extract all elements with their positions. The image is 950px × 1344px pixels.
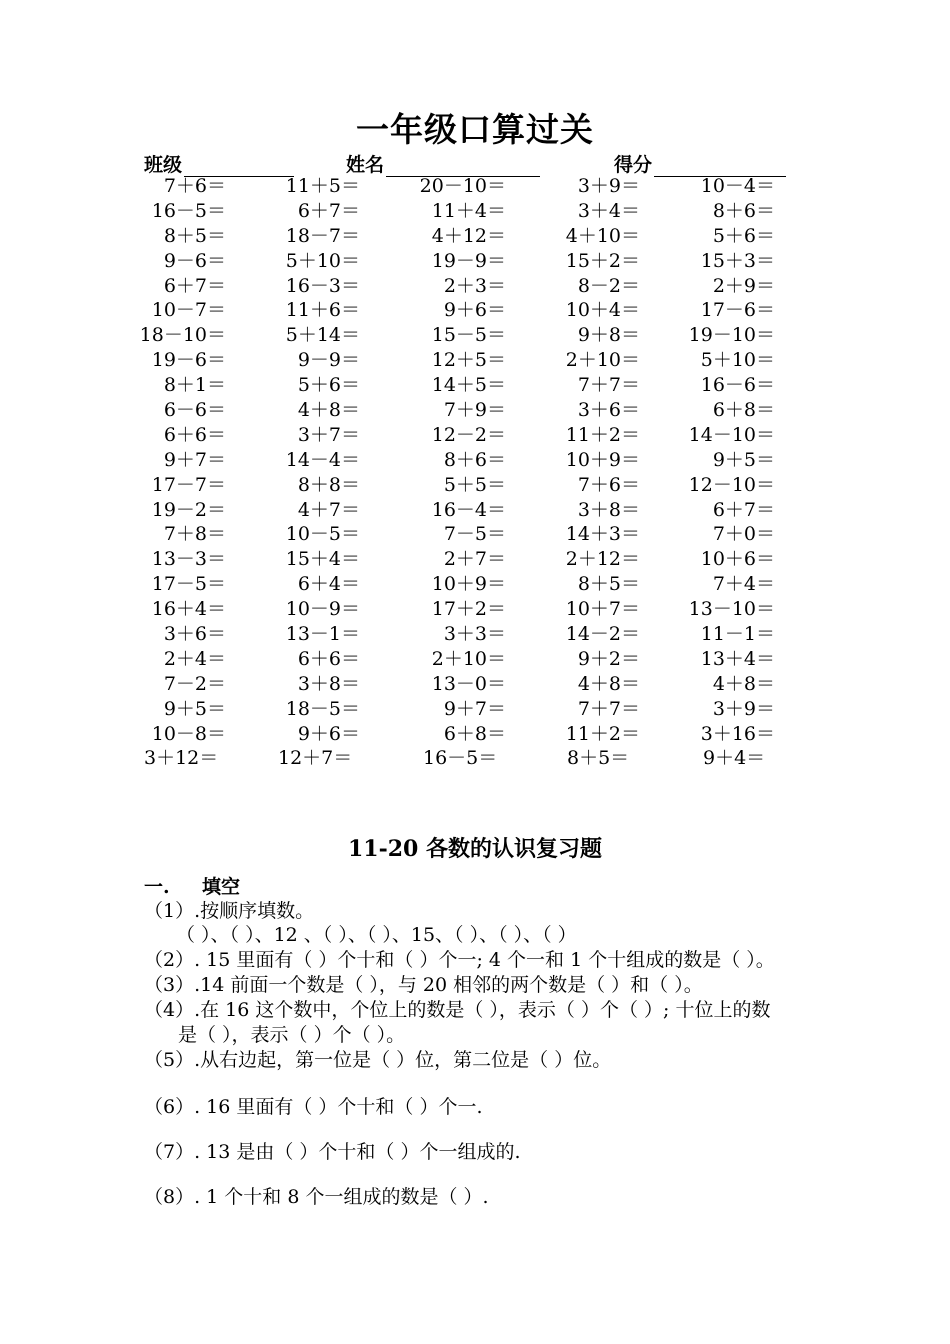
problem-cell: 13－10＝ (688, 598, 775, 621)
problem-cell: 8＋5＝ (577, 573, 640, 596)
problem-cell: 2＋3＝ (443, 274, 506, 297)
problem-cell: 7＋4＝ (712, 573, 775, 596)
problem-cell: 7－5＝ (443, 523, 506, 546)
problem-row (0, 398, 950, 423)
problem-cell: 17－6＝ (700, 299, 775, 322)
problem-cell: 10＋4＝ (565, 299, 640, 322)
problem-cell: 14＋5＝ (431, 374, 506, 397)
problem-cell: 10－9＝ (285, 598, 360, 621)
problem-row (0, 498, 950, 523)
problem-cell: 17－5＝ (151, 573, 226, 596)
problem-cell: 11＋6＝ (285, 299, 360, 322)
problem-cell: 3＋4＝ (577, 199, 640, 222)
problem-cell: 5＋6＝ (712, 224, 775, 247)
problem-row (0, 547, 950, 572)
problem-row (0, 448, 950, 473)
problem-cell: 13－1＝ (285, 623, 360, 646)
problem-row (0, 224, 950, 249)
problem-row (0, 174, 950, 199)
problem-cell: 20－10＝ (419, 175, 506, 197)
problem-cell: 9＋5＝ (712, 448, 775, 471)
heading-text: 填空 (202, 876, 241, 898)
score-field (614, 150, 786, 177)
problem-cell: 19－10＝ (688, 324, 775, 347)
problem-row (0, 323, 950, 348)
class-label: 班级 (144, 154, 183, 176)
problem-cell: 11－1＝ (700, 623, 775, 646)
problem-cell: 19－6＝ (151, 349, 226, 372)
arithmetic-grid (0, 174, 950, 771)
problem-cell: 8＋5＝ (163, 224, 226, 247)
problem-cell: 11＋4＝ (431, 199, 506, 222)
problem-cell: 3＋7＝ (297, 423, 360, 446)
problem-cell: 11＋2＝ (565, 722, 640, 745)
problem-cell: 11＋5＝ (285, 175, 360, 197)
problem-cell: 4＋7＝ (297, 498, 360, 521)
problem-cell: 17－7＝ (151, 473, 226, 496)
problem-cell: 2＋9＝ (712, 274, 775, 297)
problem-row (0, 199, 950, 224)
problem-cell: 14＋3＝ (565, 523, 640, 546)
problem-cell: 9＋7＝ (443, 697, 506, 720)
problem-cell: 13＋4＝ (700, 647, 775, 670)
problem-cell: 9＋4＝ (703, 747, 766, 770)
problem-cell: 10＋7＝ (565, 598, 640, 621)
problem-cell: 6＋7＝ (163, 274, 226, 297)
problem-cell: 5＋10＝ (285, 249, 360, 272)
problem-row (0, 697, 950, 722)
problem-cell: 12＋5＝ (431, 349, 506, 372)
problem-cell: 7－2＝ (163, 672, 226, 695)
problem-cell: 9－9＝ (297, 349, 360, 372)
name-label: 姓名 (346, 154, 385, 176)
problem-cell: 15＋2＝ (565, 249, 640, 272)
problem-cell: 10＋9＝ (565, 448, 640, 471)
problem-cell: 7＋8＝ (163, 523, 226, 546)
problem-cell: 12－2＝ (431, 423, 506, 446)
problem-cell: 7＋7＝ (577, 697, 640, 720)
problem-cell: 14－4＝ (285, 448, 360, 471)
problem-row (0, 672, 950, 697)
score-label: 得分 (614, 154, 653, 176)
problem-cell: 10－5＝ (285, 523, 360, 546)
problem-row (0, 298, 950, 323)
problem-cell: 7＋6＝ (577, 473, 640, 496)
problem-cell: 8＋6＝ (443, 448, 506, 471)
problem-cell: 9＋6＝ (297, 722, 360, 745)
problem-cell: 10＋6＝ (700, 548, 775, 571)
question-4: （4）.在 16 这个数中，个位上的数是（ ），表示（ ）个（ ）; 十位上的数 (144, 999, 771, 1021)
section-heading (144, 872, 240, 899)
problem-cell: 7＋9＝ (443, 399, 506, 422)
question-3: （3）.14 前面一个数是（ ），与 20 相邻的两个数是（ ）和（ ）。 (144, 974, 703, 996)
problem-cell: 10－7＝ (151, 299, 226, 322)
name-field (346, 150, 540, 177)
problem-cell: 3＋9＝ (577, 175, 640, 197)
problem-cell: 3＋8＝ (577, 498, 640, 521)
question-5: （5）.从右边起，第一位是（ ）位，第二位是（ ）位。 (144, 1049, 612, 1071)
problem-row (0, 722, 950, 747)
question-1: （1）.按顺序填数。 (144, 900, 315, 922)
question-1-sequence: （ ）、（ ）、12 、（ ）、（ ）、15、（ ）、（ ）、（ ） (176, 924, 577, 946)
problem-row (0, 473, 950, 498)
problem-cell: 4＋12＝ (431, 224, 506, 247)
problem-cell: 12＋7＝ (278, 747, 353, 770)
problem-row (0, 373, 950, 398)
problem-cell: 9＋6＝ (443, 299, 506, 322)
problem-cell: 16－3＝ (285, 274, 360, 297)
heading-number: 一. (144, 876, 170, 898)
problem-cell: 7＋6＝ (163, 175, 226, 197)
problem-cell: 9＋8＝ (577, 324, 640, 347)
problem-cell: 5＋14＝ (285, 324, 360, 347)
page-title: 一年级口算过关 (356, 110, 594, 149)
problem-cell: 4＋10＝ (565, 224, 640, 247)
problem-cell: 3＋3＝ (443, 623, 506, 646)
problem-row (0, 622, 950, 647)
problem-cell: 18－5＝ (285, 697, 360, 720)
problem-cell: 17＋2＝ (431, 598, 506, 621)
problem-row (0, 597, 950, 622)
problem-cell: 19－9＝ (431, 249, 506, 272)
problem-cell: 4＋8＝ (712, 672, 775, 695)
problem-cell: 5＋6＝ (297, 374, 360, 397)
problem-cell: 10－4＝ (700, 175, 775, 197)
problem-cell: 6＋8＝ (443, 722, 506, 745)
question-8: （8）. 1 个十和 8 个一组成的数是（ ）. (144, 1186, 489, 1208)
problem-row (0, 348, 950, 373)
problem-cell: 7＋7＝ (577, 374, 640, 397)
problem-cell: 6＋7＝ (297, 199, 360, 222)
question-6: （6）. 16 里面有（ ）个十和（ ）个一. (144, 1096, 483, 1118)
section-title: 11-20 各数的认识复习题 (347, 836, 603, 862)
problem-cell: 3＋6＝ (577, 399, 640, 422)
problem-cell: 10＋9＝ (431, 573, 506, 596)
problem-cell: 2＋10＝ (431, 647, 506, 670)
problem-cell: 5＋5＝ (443, 473, 506, 496)
problem-cell: 8＋8＝ (297, 473, 360, 496)
problem-cell: 14－2＝ (565, 623, 640, 646)
problem-cell: 9＋7＝ (163, 448, 226, 471)
problem-cell: 16－4＝ (431, 498, 506, 521)
problem-cell: 8＋1＝ (163, 374, 226, 397)
question-4-continued: 是（ ），表示（ ）个（ ）。 (178, 1024, 406, 1046)
problem-cell: 19－2＝ (151, 498, 226, 521)
problem-row-last (0, 746, 950, 771)
problem-cell: 4＋8＝ (577, 672, 640, 695)
problem-cell: 6＋6＝ (297, 647, 360, 670)
problem-cell: 4＋8＝ (297, 399, 360, 422)
problem-cell: 16－6＝ (700, 374, 775, 397)
problem-cell: 6＋6＝ (163, 423, 226, 446)
problem-cell: 15＋3＝ (700, 249, 775, 272)
problem-cell: 7＋0＝ (712, 523, 775, 546)
problem-row (0, 423, 950, 448)
problem-cell: 18－7＝ (285, 224, 360, 247)
problem-cell: 13－0＝ (431, 672, 506, 695)
problem-cell: 2＋7＝ (443, 548, 506, 571)
problem-cell: 15＋4＝ (285, 548, 360, 571)
problem-cell: 13－3＝ (151, 548, 226, 571)
problem-cell: 3＋12＝ (144, 747, 219, 770)
problem-cell: 6＋8＝ (712, 399, 775, 422)
problem-row (0, 249, 950, 274)
problem-cell: 3＋8＝ (297, 672, 360, 695)
problem-cell: 9＋5＝ (163, 697, 226, 720)
problem-row (0, 522, 950, 547)
problem-cell: 6＋7＝ (712, 498, 775, 521)
problem-cell: 3＋16＝ (700, 722, 775, 745)
problem-cell: 2＋10＝ (565, 349, 640, 372)
problem-cell: 6－6＝ (163, 399, 226, 422)
problem-cell: 8－2＝ (577, 274, 640, 297)
problem-cell: 9＋2＝ (577, 647, 640, 670)
problem-cell: 9－6＝ (163, 249, 226, 272)
problem-cell: 16－5＝ (151, 199, 226, 222)
problem-cell: 12－10＝ (688, 473, 775, 496)
problem-cell: 16－5＝ (423, 747, 498, 770)
problem-cell: 3＋6＝ (163, 623, 226, 646)
problem-row (0, 647, 950, 672)
question-2: （2）. 15 里面有（ ）个十和（ ）个一; 4 个一和 1 个十组成的数是（ ）。 (144, 949, 775, 971)
problem-cell: 6＋4＝ (297, 573, 360, 596)
problem-cell: 16＋4＝ (151, 598, 226, 621)
problem-cell: 5＋10＝ (700, 349, 775, 372)
problem-cell: 10－8＝ (151, 722, 226, 745)
problem-cell: 15－5＝ (431, 324, 506, 347)
problem-cell: 18－10＝ (139, 324, 226, 347)
question-7: （7）. 13 是由（ ）个十和（ ）个一组成的. (144, 1141, 521, 1163)
problem-cell: 3＋9＝ (712, 697, 775, 720)
problem-cell: 11＋2＝ (565, 423, 640, 446)
problem-cell: 14－10＝ (688, 423, 775, 446)
problem-row (0, 572, 950, 597)
problem-row (0, 274, 950, 299)
problem-cell: 8＋5＝ (567, 747, 630, 770)
class-field (144, 150, 294, 177)
problem-cell: 2＋12＝ (565, 548, 640, 571)
problem-cell: 2＋4＝ (163, 647, 226, 670)
problem-cell: 8＋6＝ (712, 199, 775, 222)
